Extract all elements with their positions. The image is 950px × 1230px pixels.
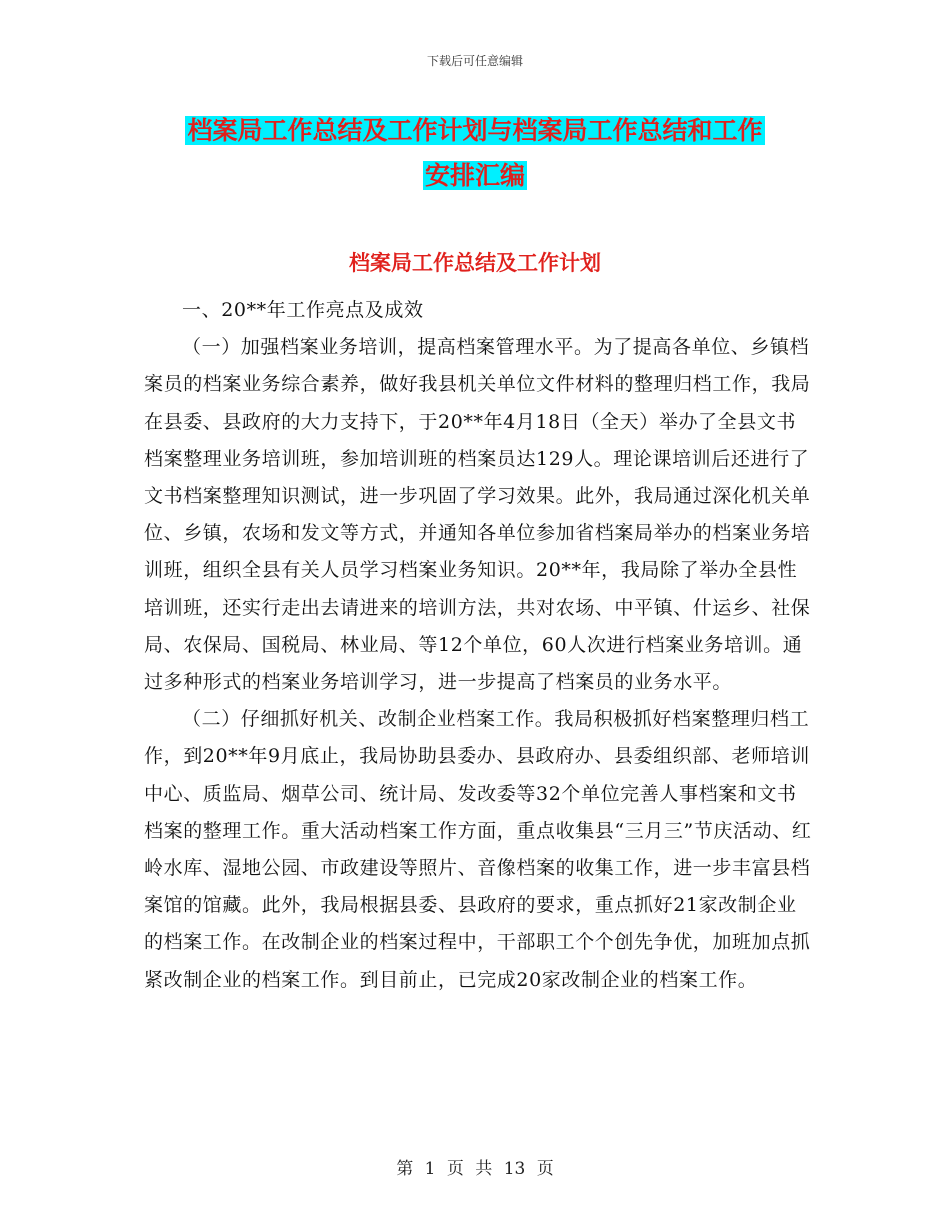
document-body bbox=[144, 292, 812, 999]
paragraph-training: （一）加强档案业务培训，提高档案管理水平。为了提高各单位、乡镇档案员的档案业务综合素养，做好我县机关单位文件材料的整理归档工作，我局在县委、县政府的大力支持下，于20**年4月18日（全天）举办了全县文书档案整理业务培训班，参加培训班的档案员达129人。理论课培训后还进行了文书档案整理知识测试，进一步巩固了学习效果。此外，我局通过深化机关单位、乡镇，农场和发文等方式，并通知各单位参加省档案局举办的档案业务培训班，组织全县有关人员学习档案业务知识。20**年，我局除了举办全县性培训班，还实行走出去请进来的培训方法，共对农场、中平镇、什运乡、社保局、农保局、国税局、林业局、等12个单位，60人次进行档案业务培训。通过多种形式的档案业务培训学习，进一步提高了档案员的业务水平。 bbox=[144, 336, 811, 694]
title-line-2: 安排汇编 bbox=[424, 161, 525, 190]
header-note: 下载后可任意编辑 bbox=[426, 54, 523, 68]
section-title: 档案局工作总结及工作计划 bbox=[349, 251, 601, 275]
page-footer: 第 1 页 共 13 页 bbox=[396, 1159, 554, 1179]
heading-achievements: 一、20**年工作亮点及成效 bbox=[182, 299, 424, 321]
document-title bbox=[130, 108, 820, 198]
title-line-1: 档案局工作总结及工作计划与档案局工作总结和工作 bbox=[187, 116, 763, 145]
paragraph-archives-work: （二）仔细抓好机关、改制企业档案工作。我局积极抓好档案整理归档工作，到20**年9月底止，我局协助县委办、县政府办、县委组织部、老师培训中心、质监局、烟草公司、统计局、发改委等32个单位完善人事档案和文书档案的整理工作。重大活动档案工作方面，重点收集县“三月三”节庆活动、红岭水库、湿地公园、市政建设等照片、音像档案的收集工作，进一步丰富县档案馆的馆藏。此外，我局根据县委、县政府的要求，重点抓好21家改制企业的档案工作。在改制企业的档案过程中，干部职工个个创先争优，加班加点抓紧改制企业的档案工作。到目前止，已完成20家改制企业的档案工作。 bbox=[144, 708, 812, 991]
